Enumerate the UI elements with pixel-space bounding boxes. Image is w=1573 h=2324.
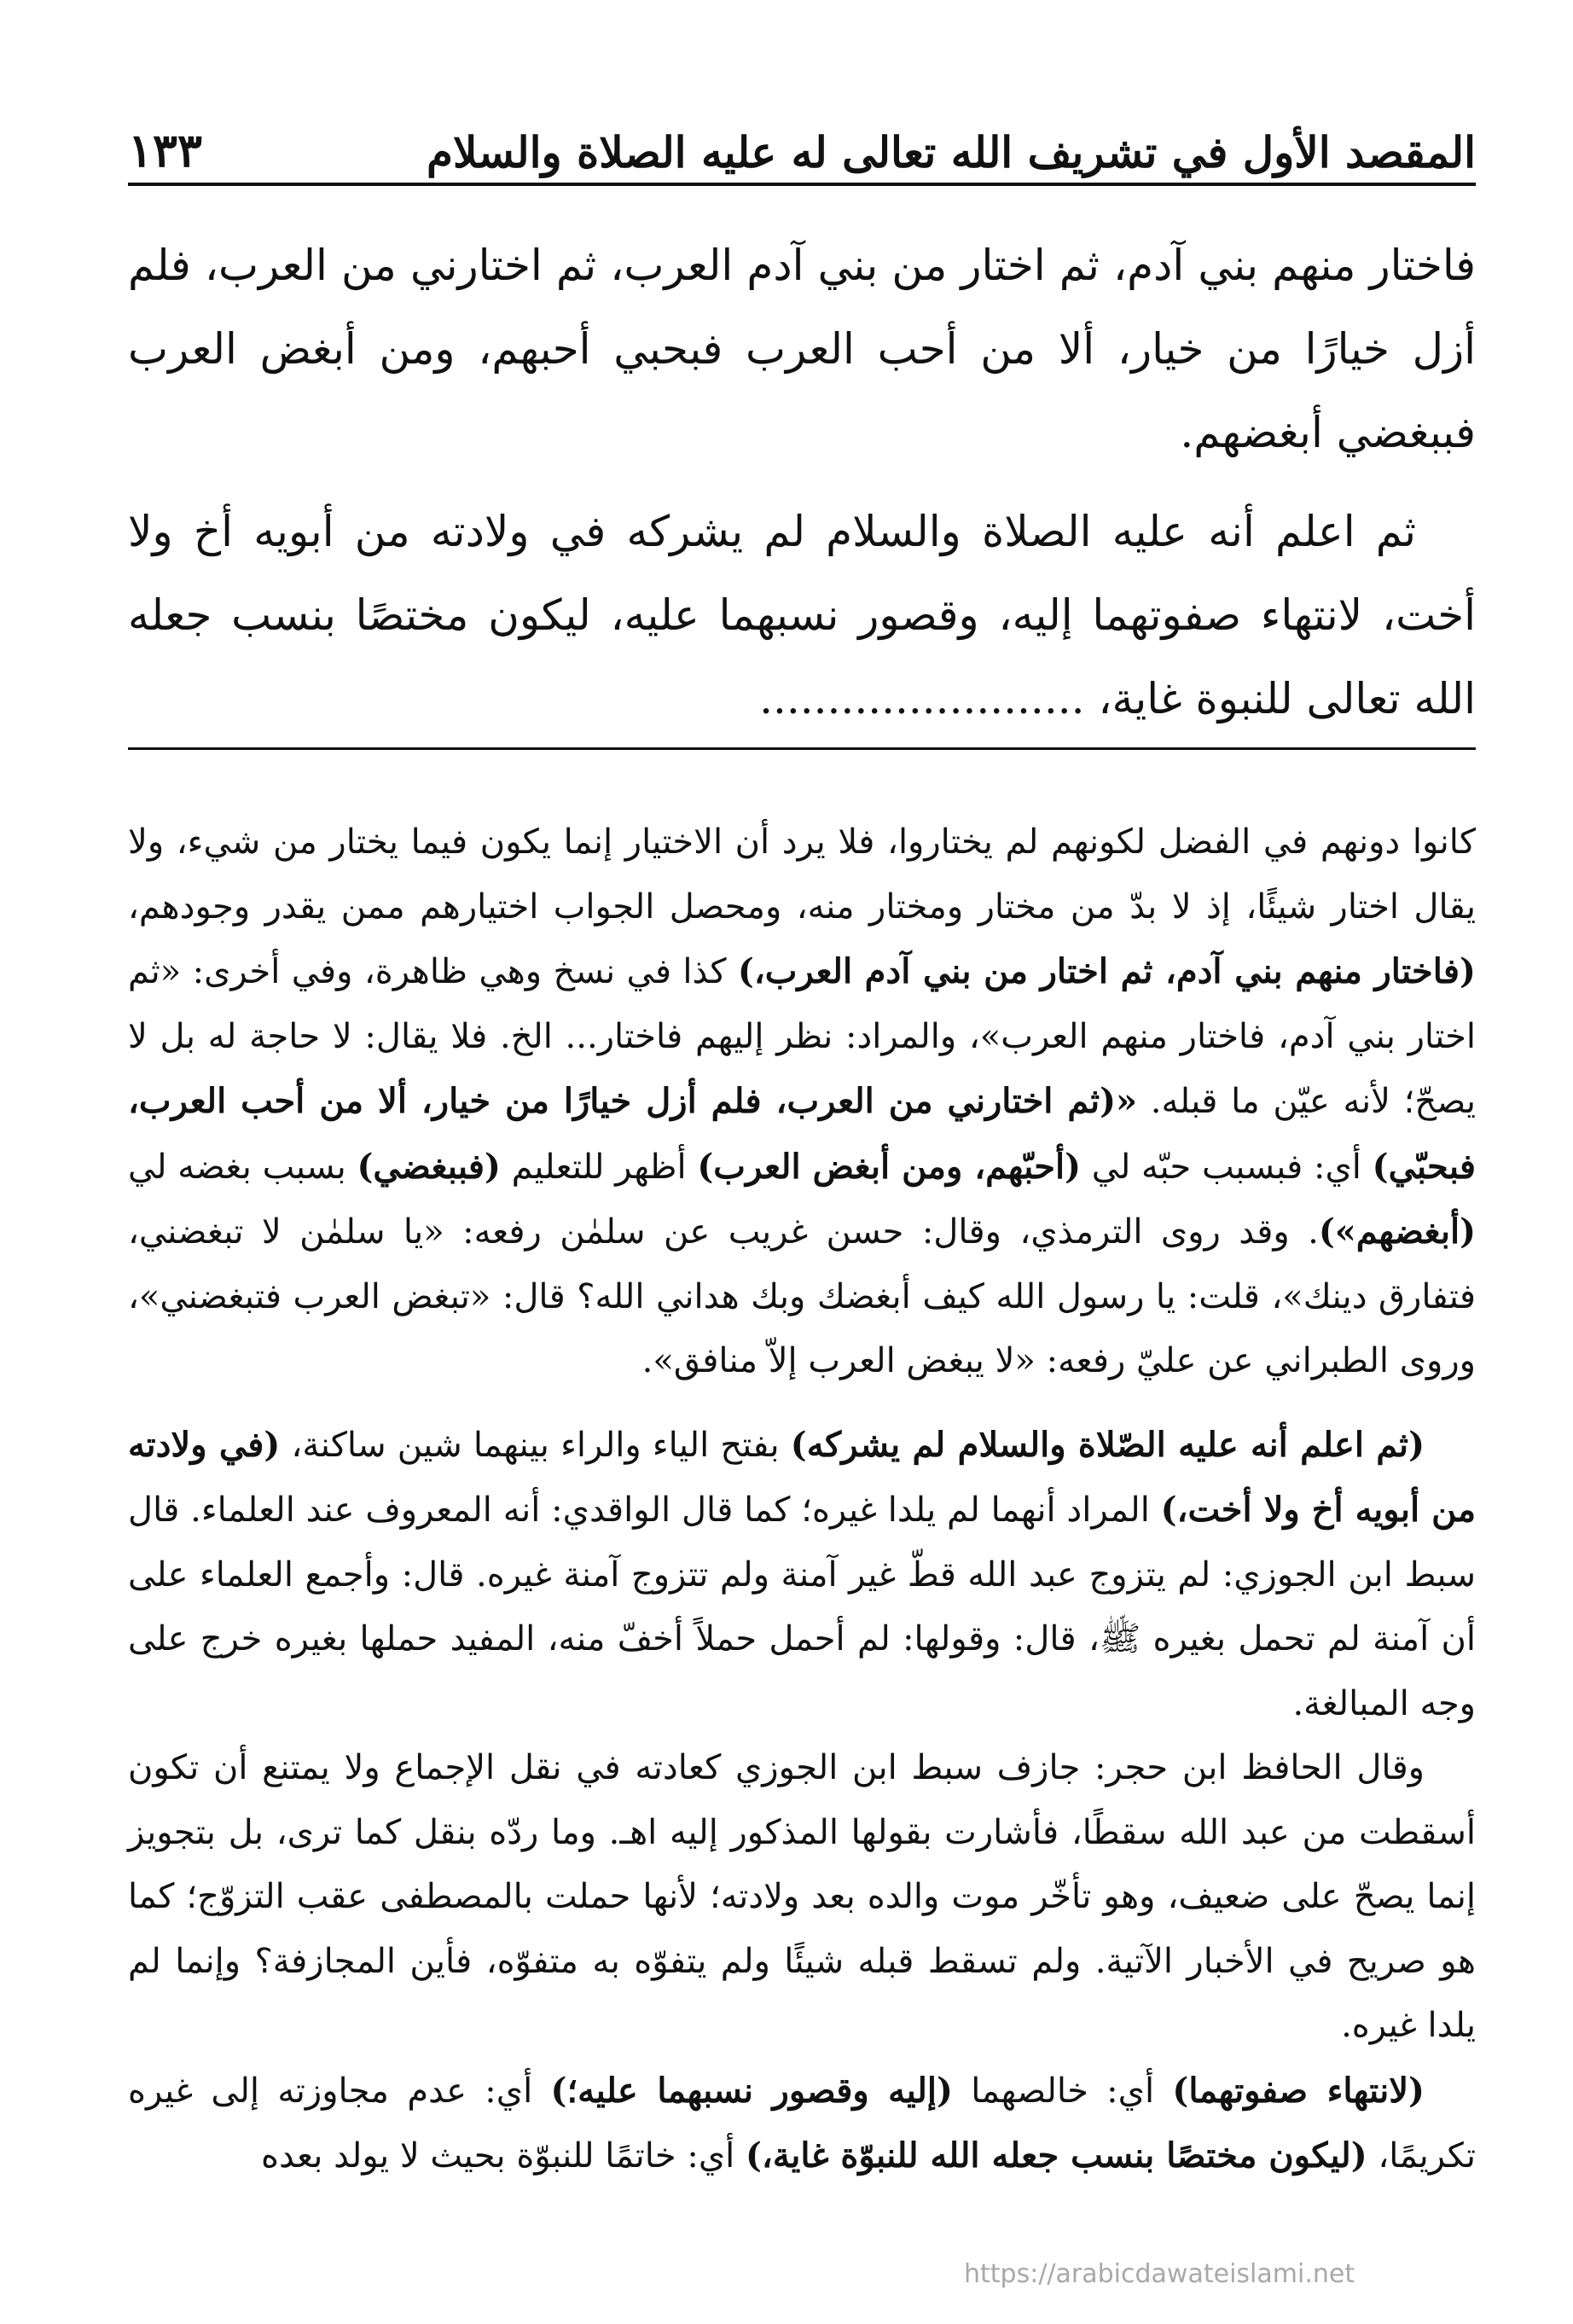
commentary-text: . وقد روى الترمذي، وقال: حسن غريب عن سلمٰن رفعه: «يا سلمٰن لا تبغضني، فتفارق دينك»، قلت: يا رسول الله كيف أبغضك وبك هداني الله؟ قال: «تبغض العرب فتبغضني»، وروى الطبراني عن عليّ رفعه: «لا يبغض العرب إلاّ منافق».	[128, 1212, 1476, 1380]
page	[128, 0, 1476, 2324]
quoted-matn: (ثم اعلم أنه عليه الصّلاة والسلام لم يشركه)	[790, 1424, 1425, 1465]
commentary-text: بسبب بغضه لي	[128, 1147, 357, 1187]
commentary-text: أي: خالصهما	[952, 2071, 1173, 2111]
commentary-text: أي: خاتمًا للنبوّة بحيث لا يولد بعده	[261, 2136, 746, 2176]
quoted-matn: (فببغضي)	[357, 1146, 501, 1187]
commentary-text: أي: عدم مجاوزته إلى غيره تكريمًا،	[128, 2071, 1476, 2176]
quoted-matn: (في ولادته من أبويه أخ ولا أخت،)	[128, 1424, 1476, 1530]
note-paragraph-4	[128, 2059, 1476, 2189]
ellipsis-dots: ........................	[759, 674, 1085, 723]
commentary-text: كذا في نسخ وهي ظاهرة، وفي أخرى: «ثم اختار بني آدم، فاختار منهم العرب»، والمراد: نظر إليهم فاختار... الخ. فلا يقال: لا حاجة له بل لا يصحّ؛ لأنه عيّن ما قبله.	[128, 952, 1476, 1121]
note-paragraph-3: وقال الحافظ ابن حجر: جازف سبط ابن الجوزي كعادته في نقل الإجماع ولا يمتنع أن تكون أسقطت من عبد الله سقطًا، فأشارت بقولها المذكور إليه اهـ. وما ردّه بنقل كما ترى، بل بتجويز إنما يصحّ على ضعيف، وهو تأخّر موت والده بعد ولادته؛ لأنها حملت بالمصطفى عقب التزوّج؛ كما هو صريح في الأخبار الآتية. ولم تسقط قبله شيئًا ولم يتفوّه به متفوّه، فأين المجازفة؟ وإنما لم يلدا غيره.	[128, 1748, 1476, 2045]
main-text	[128, 224, 1476, 741]
commentary-text: المراد أنهما لم يلدا غيره؛ كما قال الواقدي: أنه المعروف عند العلماء. قال سبط ابن الجوزي: لم يتزوج عبد الله قطّ غير آمنة ولم تتزوج آمنة غيره. قال: وأجمع العلماء على أن آمنة لم تحمل بغيره ﷺ، قال: وقولها: لم أحمل حملاً أخفّ منه، المفيد حملها بغيره خرج على وجه المبالغة.	[128, 1490, 1477, 1723]
main-paragraph-2-text: ثم اعلم أنه عليه الصلاة والسلام لم يشركه في ولادته من أبويه أخ ولا أخت، لانتهاء صفوتهما إليه، وقصور نسبهما عليه، ليكون مختصًا بنسب جعله الله تعالى للنبوة غاية،	[128, 507, 1476, 723]
commentary	[128, 810, 1476, 2189]
quoted-matn: (لانتهاء صفوتهما)	[1172, 2070, 1425, 2111]
quoted-matn: (ليكون مختصًا بنسب جعله الله للنبوّة غاية،)	[745, 2135, 1367, 2176]
footnote-rule	[128, 747, 1476, 750]
running-header	[128, 109, 1476, 177]
page-number: ١٣٣	[128, 123, 203, 177]
note-paragraph-2	[128, 1413, 1476, 1737]
note-paragraph-1	[128, 810, 1476, 1394]
quoted-matn: (أحبّهم، ومن أبغض العرب)	[697, 1146, 1082, 1187]
commentary-text: بفتح الياء والراء بينهما شين ساكنة،	[280, 1425, 791, 1465]
main-paragraph-2	[128, 490, 1476, 741]
watermark-url: https://arabicdawateislami.net	[964, 2259, 1355, 2289]
quoted-matn: (إليه وقصور نسبهما عليه؛)	[550, 2070, 953, 2111]
header-title: المقصد الأول في تشريف الله تعالى له عليه الصلاة والسلام	[426, 127, 1476, 177]
quoted-matn: (فاختار منهم بني آدم، ثم اختار من بني آدم العرب،)	[737, 951, 1476, 991]
commentary-text: أظهر للتعليم	[500, 1147, 698, 1187]
main-paragraph-1: فاختار منهم بني آدم، ثم اختار من بني آدم العرب، ثم اختارني من العرب، فلم أزل خيارًا من خيار، ألا من أحب العرب فبحبي أحبهم، ومن أبغض العرب فببغضي أبغضهم.	[128, 241, 1477, 457]
commentary-text: كانوا دونهم في الفضل لكونهم لم يختاروا، فلا يرد أن الاختيار إنما يكون فيما يختار من شيء، ولا يقال اختار شيئًا، إذ لا بدّ من مختار ومختار منه، ومحصل الجواب اختيارهم ممن يقدر وجودهم،	[128, 822, 1476, 927]
quoted-matn: (أبغضهم»)	[1318, 1211, 1476, 1252]
header-rule	[128, 183, 1476, 186]
commentary-text: أي: فبسبب حبّه لي	[1081, 1147, 1373, 1187]
quoted-matn: «(ثم اختارني من العرب، فلم أزل خيارًا من خيار، ألا من أحب العرب، فبحبّي)	[128, 1081, 1477, 1187]
